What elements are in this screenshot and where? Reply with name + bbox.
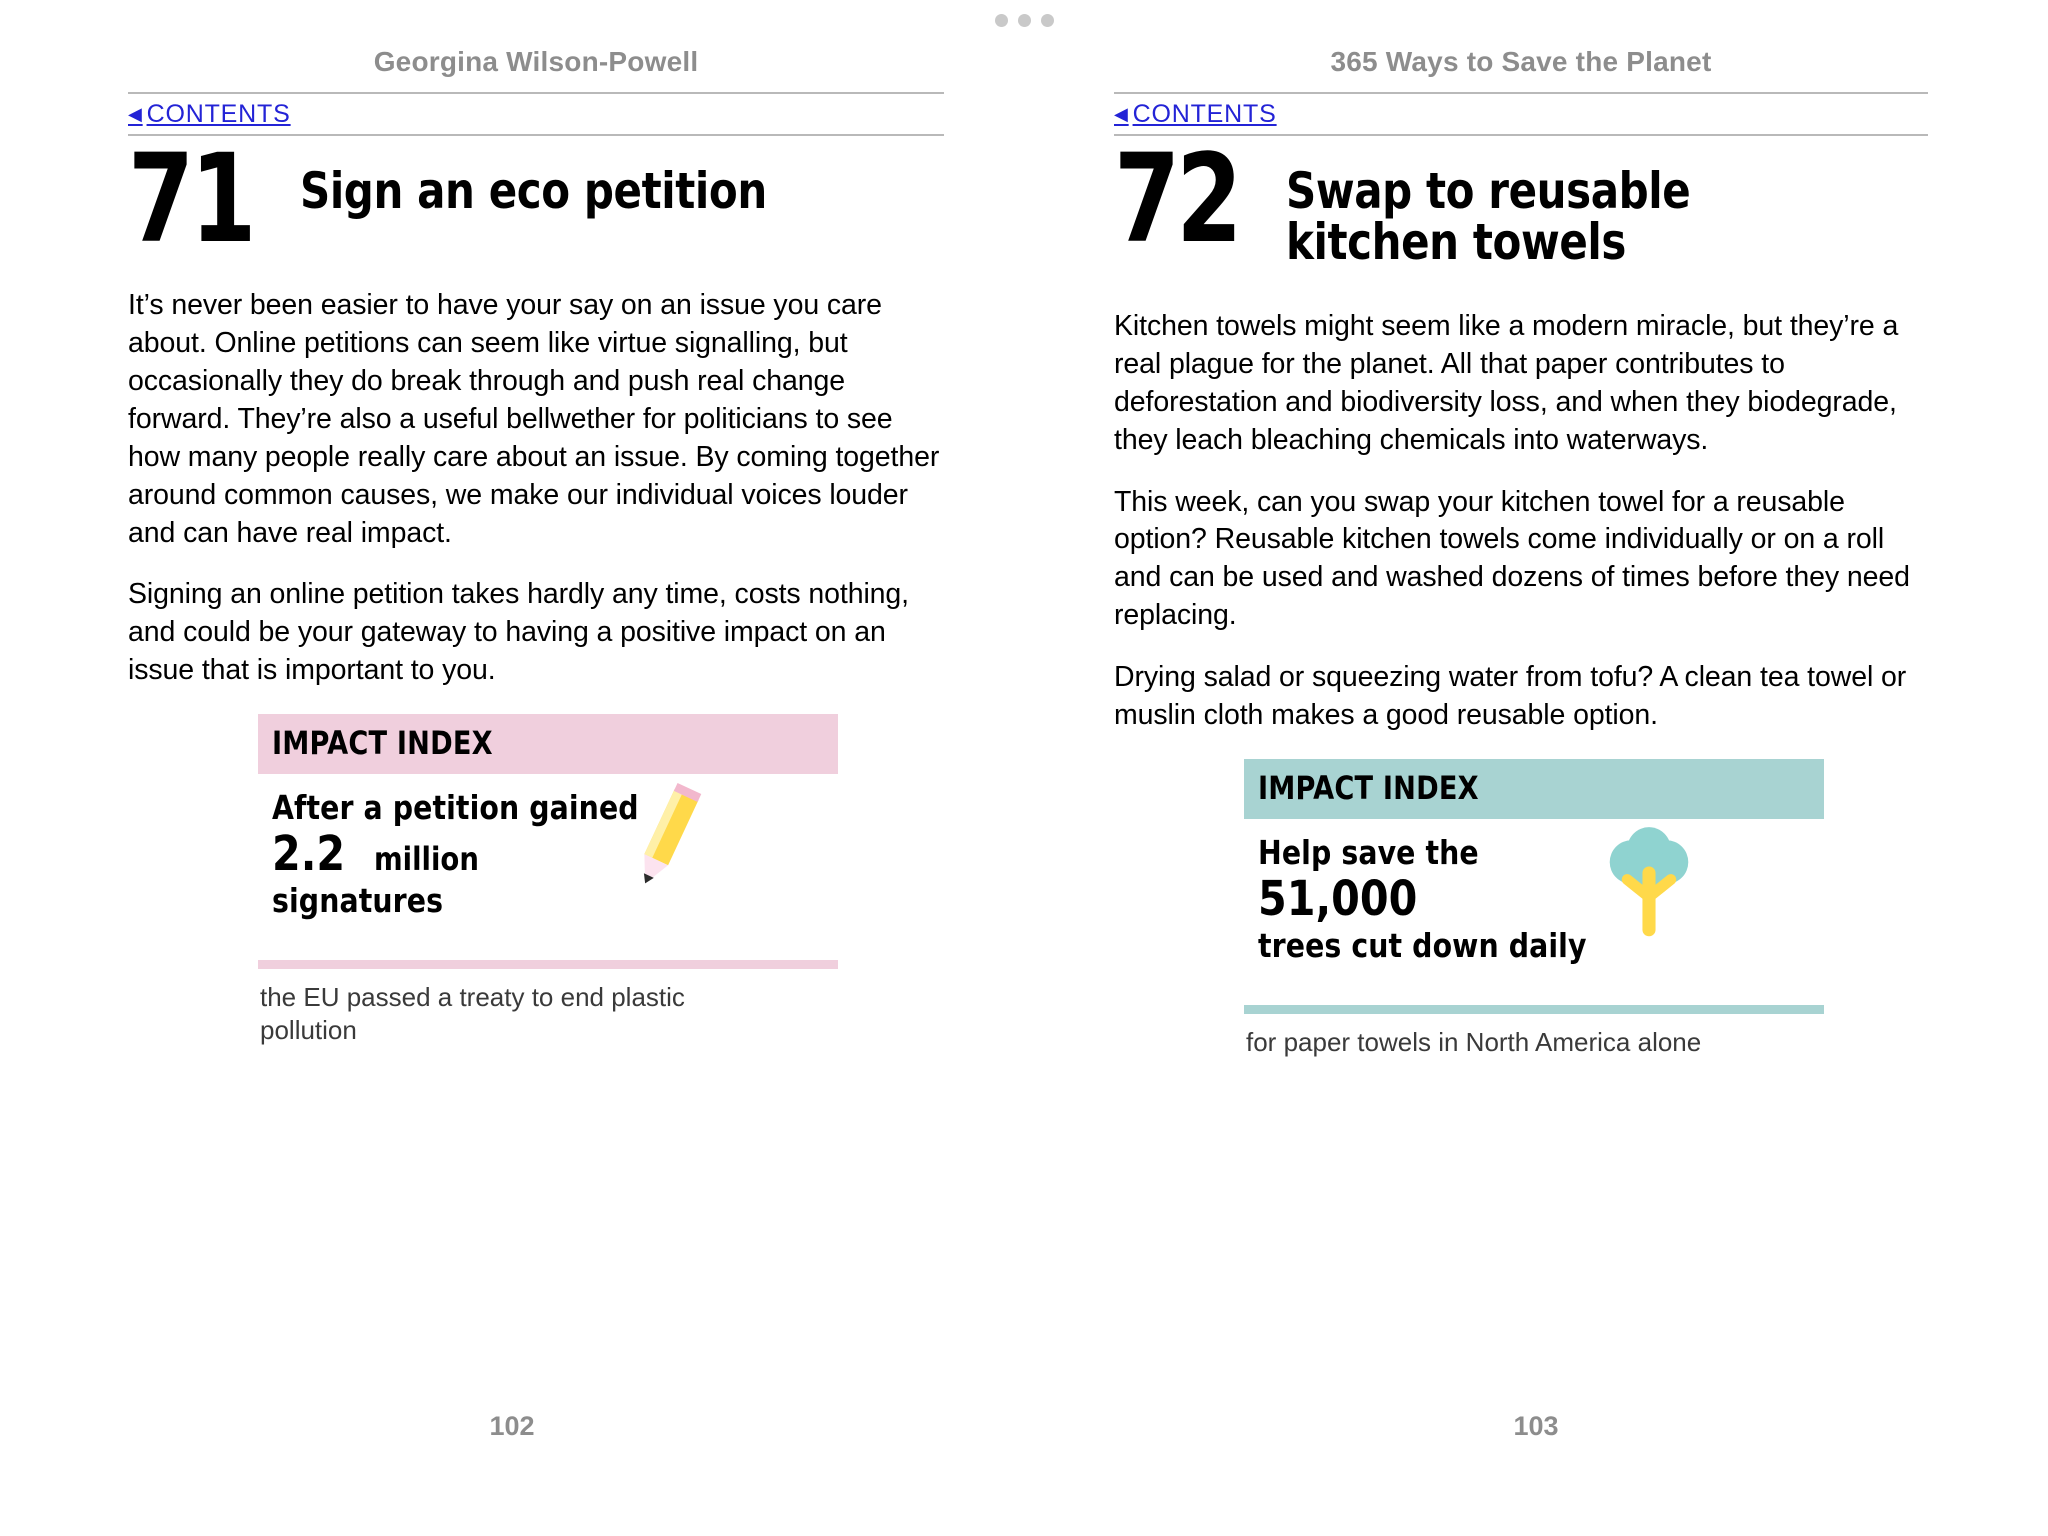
- impact-underline: [258, 960, 838, 969]
- impact-line-1: [1258, 833, 1824, 873]
- contents-link-label: CONTENTS: [1132, 100, 1277, 128]
- reader-menu-dots[interactable]: [0, 14, 2048, 27]
- pencil-icon: [608, 780, 718, 900]
- impact-index-title-bar: [1244, 759, 1824, 819]
- menu-dot: [995, 14, 1008, 27]
- body-paragraph: Drying salad or squeezing water from tofu? A clean tea towel or muslin cloth makes a good reusable option.: [1114, 661, 1907, 732]
- impact-big-stat: [1258, 873, 1824, 926]
- impact-index-title: IMPACT INDEX: [272, 724, 493, 763]
- impact-caption: for paper towels in North America alone: [1246, 1026, 1702, 1057]
- tip-heading: [1114, 128, 1928, 271]
- menu-dot: [1041, 14, 1054, 27]
- impact-line-2: [272, 881, 838, 921]
- page-number: 102: [489, 1411, 535, 1441]
- tip-number: 71: [128, 128, 253, 270]
- impact-big-number: 2.2: [272, 826, 346, 883]
- impact-line-1-text: After a petition gained: [272, 788, 639, 828]
- tip-title: Swap to reusable kitchen towels: [1285, 162, 1691, 271]
- menu-dot: [1018, 14, 1031, 27]
- page-right: [1024, 46, 2048, 1486]
- back-arrow-icon: ◀: [1114, 104, 1129, 124]
- body-paragraph: It’s never been easier to have your say on an issue you care about. Online petitions can seem like virtue signalling, but occasionally they do break through and push real change forward. They’re also a useful bellwether for politicians to see how many people really care about an issue. By coming together around common causes, we make our individual voices louder and can have real impact.: [128, 289, 940, 549]
- tip-heading: [128, 128, 944, 270]
- page-left: [0, 46, 1024, 1486]
- impact-index-body: [1244, 819, 1824, 991]
- body-paragraph: Signing an online petition takes hardly any time, costs nothing, and could be your gateway to having a positive impact on an issue that is important to you.: [128, 578, 909, 687]
- contents-link-label: CONTENTS: [146, 100, 291, 128]
- tree-icon: [1594, 825, 1704, 945]
- impact-index-title-bar: [258, 714, 838, 774]
- impact-index-body: [258, 774, 838, 946]
- impact-line-2-text: signatures: [272, 881, 444, 921]
- impact-underline: [1244, 1005, 1824, 1014]
- impact-index-card: [1244, 759, 1824, 1059]
- impact-line-2-text: trees cut down daily: [1258, 925, 1587, 965]
- tip-number: 72: [1114, 128, 1239, 270]
- impact-big-unit: million: [373, 840, 479, 879]
- impact-line-2: [1258, 926, 1824, 966]
- running-head: 365 Ways to Save the Planet: [1330, 46, 1712, 77]
- impact-index-card: [258, 714, 838, 1048]
- running-head: Georgina Wilson-Powell: [373, 46, 699, 77]
- tip-title: Sign an eco petition: [299, 162, 767, 220]
- body-paragraph: Kitchen towels might seem like a modern miracle, but they’re a real plague for the planet. All that paper contributes to deforestation and biodiversity loss, and when they biodegrade, they leach bleaching chemicals into waterways.: [1114, 310, 1899, 456]
- back-arrow-icon: ◀: [128, 104, 143, 124]
- impact-line-1: [272, 788, 838, 828]
- impact-big-stat: [272, 828, 838, 881]
- page-number: 103: [1513, 1411, 1559, 1441]
- impact-index-title: IMPACT INDEX: [1258, 768, 1479, 807]
- impact-big-number: 51,000: [1258, 871, 1418, 928]
- impact-caption: the EU passed a treaty to end plastic pollution: [260, 982, 685, 1046]
- book-spread: [0, 46, 2048, 1486]
- body-paragraph: This week, can you swap your kitchen towel for a reusable option? Reusable kitchen towels come individually or on a roll and can be used and washed dozens of times before they need replacing.: [1114, 485, 1910, 632]
- impact-line-1-text: Help save the: [1258, 832, 1479, 872]
